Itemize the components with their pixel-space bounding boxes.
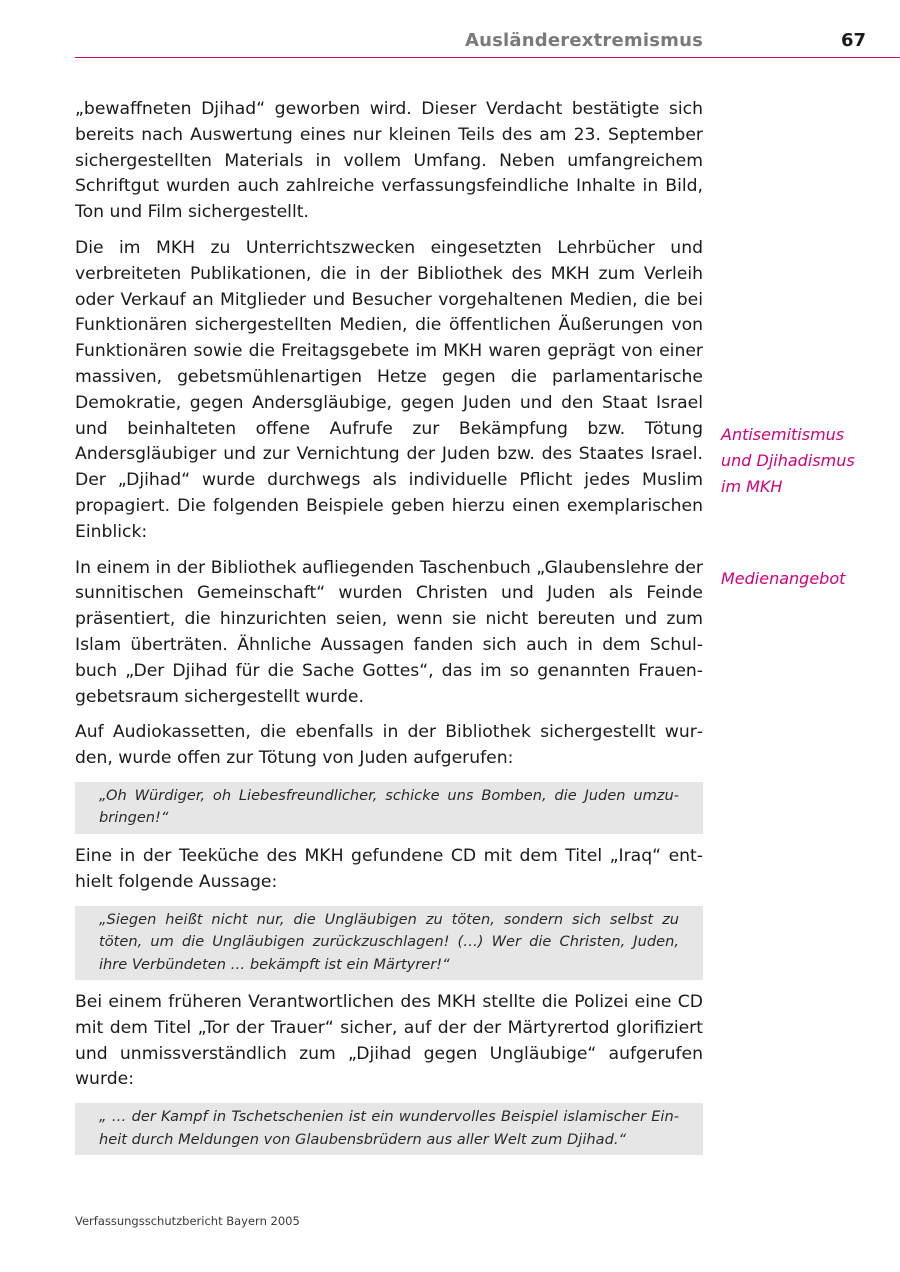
quote-box-1: „Oh Würdiger, oh Liebesfreundlicher, schicke uns Bomben, die Juden umzubringen!“ — [75, 782, 703, 834]
paragraph-5: Eine in der Teeküche des MKH gefundene CD mit dem Titel „Iraq“ enthielt folgende Aussage: — [75, 845, 703, 892]
side-note-line: und Djihadismus — [721, 450, 855, 470]
paragraph-6: Bei einem früheren Verantwortlichen des MKH stellte die Polizei eine CD mit dem Titel „Tor der Trauer“ sicher, auf der der Märtyrertod glorifiziert und unmissverständlich zum „Djihad gegen Ungläubige“ aufgerufen wurde: — [75, 992, 703, 1090]
header-title: Ausländerextremismus — [465, 30, 703, 51]
quote-box-3: „ … der Kampf in Tschetschenien ist ein wundervolles Beispiel islamischer Einheit durch Meldungen von Glaubensbrüdern aus aller Welt zum Djihad.“ — [75, 1103, 703, 1155]
side-note-line: im MKH — [721, 476, 783, 496]
quote-box-2: „Siegen heißt nicht nur, die Ungläubigen zu töten, sondern sich selbst zu töten, um die Ungläubigen zurückzuschlagen! (…) Wer die Christen, Juden, ihre Verbündeten … bekämpft ist ein Märtyrer!“ — [75, 906, 703, 981]
page-footer: Verfassungsschutzbericht Bayern 2005 — [75, 1214, 300, 1228]
header-rule — [75, 57, 900, 58]
paragraph-2: Die im MKH zu Unterrichtszwecken eingesetzten Lehrbücher und verbreiteten Publikationen, die in der Bibliothek des MKH zum Verleih oder Verkauf an Mitglieder und Besucher vorgehaltenen Medien, die bei Funktionären sichergestellten Medien, die öffentlichen Äußerungen von Funktionären sowie die Freitagsgebete im MKH waren geprägt von einer massiven, gebetsmühlenartigen Hetze gegen die parlamentarische Demokratie, gegen Andersgläubige, gegen Juden und den Staat Israel und beinhalteten offene Aufrufe zur Bekämpfung bzw. Tötung Andersgläubiger und zur Vernichtung der Juden bzw. des Staates Israel. Der „Djihad“ wurde durchwegs als individuelle Pflicht jedes Muslim propagiert. Die folgenden Beispiele geben hierzu einen exemplarischen Einblick: — [75, 237, 703, 542]
main-text-column — [75, 97, 703, 1165]
side-note-antisemitismus — [721, 422, 891, 499]
page-number: 67 — [840, 30, 866, 51]
paragraph-1: „bewaffneten Djihad“ geworben wird. Dieser Verdacht bestätigte sich bereits nach Auswertung eines nur kleinen Teils des am 23. September sichergestellten Materials in vollem Umfang. Neben umfangreichem Schriftgut wurden auch zahlreiche verfassungsfeindliche Inhalte in Bild, Ton und Film sichergestellt. — [75, 99, 703, 223]
paragraph-4: Auf Audiokassetten, die ebenfalls in der Bibliothek sichergestellt wurden, wurde offen zur Tötung von Juden aufgerufen: — [75, 722, 703, 769]
paragraph-3: In einem in der Bibliothek aufliegenden Taschenbuch „Glaubenslehre der sunnitischen Gemeinschaft“ wurden Christen und Juden als Feinde präsentiert, die hinzurichten seien, wenn sie nicht bereuten und zum Islam überträten. Ähnliche Aussagen fanden sich auch in dem Schulbuch „Der Djihad für die Sache Gottes“, das im so genannten Frauengebetsraum sichergestellt wurde. — [75, 557, 703, 707]
side-note-line: Antisemitismus — [721, 425, 845, 444]
side-note-line: Medienangebot — [721, 569, 846, 588]
side-note-medienangebot — [721, 566, 891, 592]
